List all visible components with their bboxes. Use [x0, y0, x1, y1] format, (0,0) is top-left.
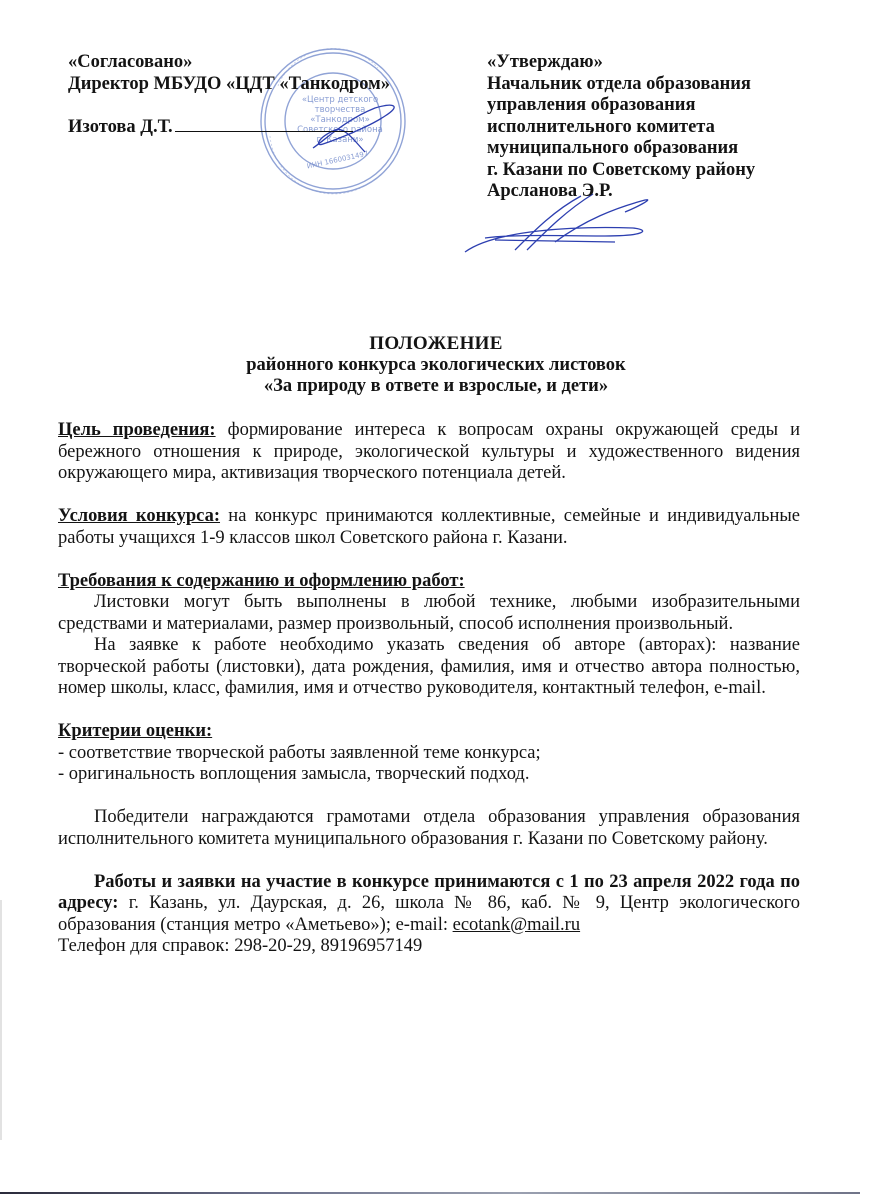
- head-position-line-3: исполнительного комитета: [487, 116, 715, 137]
- submission-paragraph: [58, 872, 800, 937]
- stamp-line-3: «Танкодром»: [310, 115, 370, 125]
- director-name: Изотова Д.Т.: [68, 116, 173, 137]
- goal-text: формирование интереса к вопросам охраны окружающей среды и бережного отношения к природе, экологической культуры и художественного видения окружающего мира, активизация творческого потенциала детей.: [58, 420, 800, 483]
- director-name-row: [68, 117, 448, 139]
- head-position-line-5: г. Казани по Советскому району: [487, 159, 756, 180]
- stamp-line-1: «Центр детского: [301, 95, 379, 105]
- criteria-item-1: - соответствие творческой работы заявленной теме конкурса;: [58, 742, 541, 763]
- stamp-line-2: творчества: [314, 105, 366, 115]
- head-position-line-1: Начальник отдела образования: [487, 73, 751, 94]
- conditions-text: на конкурс принимаются коллективные, семейные и индивидуальные работы учащихся 1-9 классов школ Советского района г. Казани.: [58, 506, 800, 548]
- scan-edge-shadow: [0, 900, 2, 1140]
- approve-label: «Утверждаю»: [487, 52, 603, 72]
- document-body: [58, 420, 800, 958]
- criteria-item-2: - оригинальность воплощения замысла, творческий подход.: [58, 764, 530, 784]
- conditions-section: [58, 506, 800, 549]
- head-name: Арсланова Э.Р.: [487, 181, 613, 201]
- requirements-paragraph-2: На заявке к работе необходимо указать сведения об авторе (авторах): название творческой работы (листовки), дата рождения, фамилия, имя и отчество автора полностью, номер школы, класс, фамилия, имя и отчество руководителя, контактный телефон, e-mail.: [58, 635, 800, 698]
- title-sub: районного конкурса экологических листовок: [246, 354, 626, 375]
- stamp-line-5: г. Казани»: [316, 135, 364, 145]
- approval-left-block: [68, 52, 448, 138]
- criteria-heading: [58, 721, 800, 743]
- title-quote: «За природу в ответе и взрослые, и дети»: [263, 376, 609, 396]
- director-position: Директор МБУДО «ЦДТ «Танкодром»: [68, 73, 390, 94]
- conditions-label: Условия конкурса:: [58, 506, 221, 526]
- criteria-label: Критерии оценки:: [58, 721, 213, 741]
- head-position-line-4: муниципального образования: [487, 138, 739, 158]
- requirements-heading: [58, 571, 800, 593]
- agreed-label: «Согласовано»: [68, 52, 193, 72]
- stamp-line-4: Советского района: [297, 125, 383, 135]
- scan-bottom-edge: [0, 1192, 860, 1194]
- requirements-paragraph-1: Листовки могут быть выполнены в любой технике, любыми изобразительными средствами и материалами, размер произвольный, способ исполнения произвольный.: [58, 592, 800, 634]
- contact-email-link[interactable]: ecotank@mail.ru: [452, 914, 581, 935]
- title-main: ПОЛОЖЕНИЕ: [369, 333, 503, 354]
- signature-line: [175, 117, 353, 132]
- requirements-label: Требования к содержанию и оформлению работ:: [58, 570, 465, 591]
- winners-paragraph: Победители награждаются грамотами отдела образования управления образования исполнительного комитета муниципального образования г. Казани по Советскому району.: [58, 807, 800, 849]
- stamp-inn: ИНН 1660031497: [306, 149, 369, 171]
- goal-label: Цель проведения:: [58, 420, 216, 440]
- goal-section: [58, 420, 800, 485]
- submission-dates: Работы и заявки на участие в конкурсе принимаются с 1 по 23 апреля 2022 года по адресу:: [58, 871, 800, 913]
- contact-phone: Телефон для справок: 298-20-29, 89196957149: [58, 936, 423, 956]
- document-title: [0, 333, 872, 398]
- submission-address: г. Казань, ул. Даурская, д. 26, школа № 86, каб. № 9, Центр экологического образования (станция метро «Аметьево»); e-mail:: [58, 893, 800, 935]
- head-position-line-2: управления образования: [487, 95, 696, 115]
- approval-right-block: [487, 52, 847, 203]
